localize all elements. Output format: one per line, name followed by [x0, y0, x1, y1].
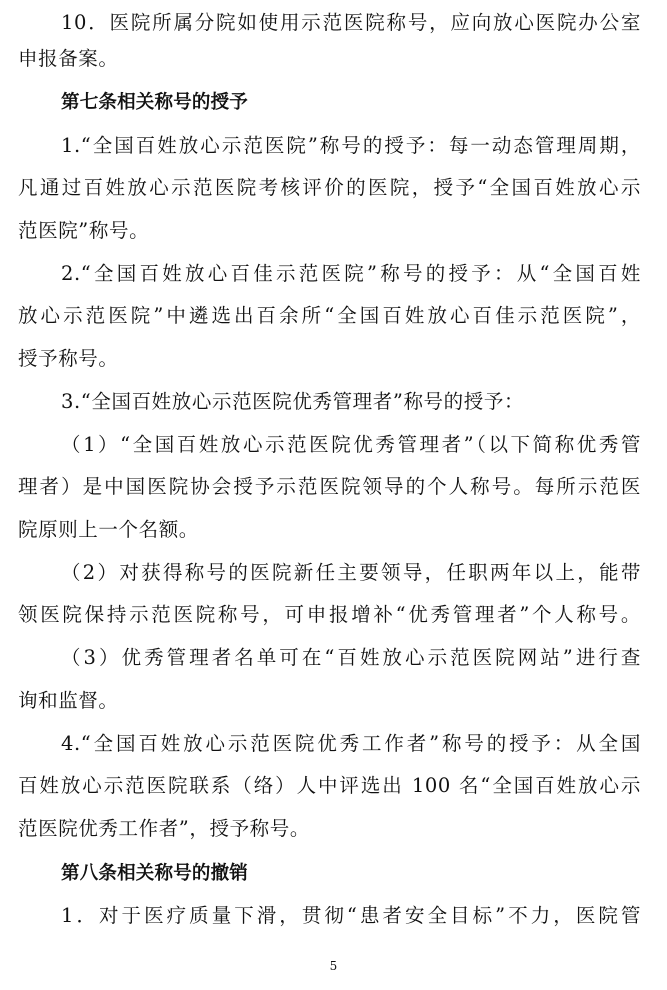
paragraph-line: 理者）是中国医院协会授予示范医院领导的个人称号。每所示范医	[18, 475, 641, 498]
paragraph-line: 百姓放心示范医院联系（络）人中评选出 100 名“全国百姓放心示	[18, 774, 641, 797]
paragraph-line: 放心示范医院”中遴选出百余所“全国百姓放心百佳示范医院”，	[18, 304, 641, 327]
paragraph-line: 申报备案。	[18, 47, 119, 70]
paragraph-line: 授予称号。	[18, 347, 119, 370]
paragraph-line: 4.“全国百姓放心示范医院优秀工作者”称号的授予：从全国	[61, 732, 641, 755]
paragraph-line: 3.“全国百姓放心示范医院优秀管理者”称号的授予：	[61, 390, 525, 413]
paragraph-line: 1．对于医疗质量下滑，贯彻“患者安全目标”不力，医院管	[61, 904, 641, 927]
paragraph-line: （1）“全国百姓放心示范医院优秀管理者”（以下简称优秀管	[61, 433, 641, 456]
paragraph-line: 领医院保持示范医院称号，可申报增补“优秀管理者”个人称号。	[18, 603, 641, 626]
paragraph-line: 范医院优秀工作者”，授予称号。	[18, 817, 310, 840]
paragraph-line: 1.“全国百姓放心示范医院”称号的授予：每一动态管理周期，	[61, 134, 641, 157]
paragraph-line: 范医院”称号。	[18, 219, 150, 242]
paragraph-line: 凡通过百姓放心示范医院考核评价的医院，授予“全国百姓放心示	[18, 176, 641, 199]
section-heading: 第八条相关称号的撤销	[61, 863, 249, 884]
paragraph-line: 2.“全国百姓放心百佳示范医院”称号的授予：从“全国百姓	[61, 262, 641, 285]
page-number: 5	[329, 959, 338, 973]
paragraph-line: 10．医院所属分院如使用示范医院称号，应向放心医院办公室	[61, 11, 641, 34]
paragraph-line: 院原则上一个名额。	[18, 518, 199, 541]
paragraph-line: （3）优秀管理者名单可在“百姓放心示范医院网站”进行查	[61, 646, 641, 669]
section-heading: 第七条相关称号的授予	[61, 92, 249, 113]
paragraph-line: 询和监督。	[18, 689, 119, 712]
paragraph-line: （2）对获得称号的医院新任主要领导，任职两年以上，能带	[61, 561, 641, 584]
